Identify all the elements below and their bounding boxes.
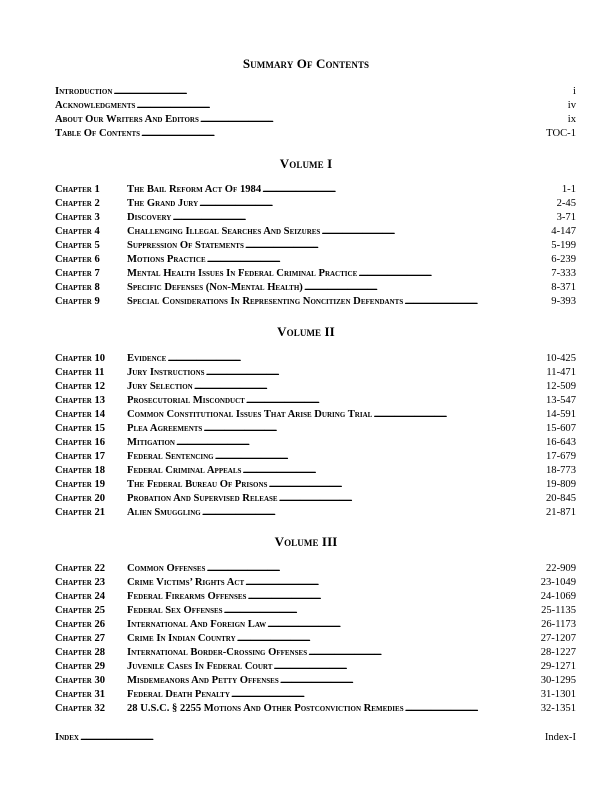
chapter-entry[interactable] — [55, 367, 576, 380]
chapter-title: Federal Sentencing — [127, 451, 214, 462]
dot-leader — [224, 605, 541, 616]
dot-leader — [279, 493, 545, 504]
chapter-page: 13-547 — [545, 395, 576, 406]
dot-leader — [199, 198, 555, 209]
chapter-number: Chapter 15 — [55, 423, 106, 434]
chapter-entry[interactable] — [55, 353, 576, 366]
entry-name: Index — [55, 732, 79, 743]
dot-leader — [200, 114, 567, 125]
dot-leader — [215, 451, 545, 462]
chapter-title: The Federal Bureau Of Prisons — [127, 479, 268, 490]
dot-leader — [245, 240, 550, 251]
entry-page: i — [573, 86, 576, 97]
chapter-entry[interactable] — [55, 423, 576, 436]
chapter-page: 30-1295 — [540, 675, 576, 686]
chapter-title: Plea Agreements — [127, 423, 203, 434]
chapter-number: Chapter 17 — [55, 451, 106, 462]
dot-leader — [405, 703, 540, 714]
toc-entry-introduction[interactable] — [55, 86, 576, 99]
chapter-title: Crime In Indian Country — [127, 633, 236, 644]
chapter-number: Chapter 12 — [55, 381, 106, 392]
dot-leader — [273, 661, 539, 672]
chapter-entry[interactable] — [55, 647, 576, 660]
chapter-number: Chapter 10 — [55, 353, 106, 364]
dot-leader — [203, 423, 545, 434]
dot-leader — [245, 577, 540, 588]
dot-leader — [207, 254, 551, 265]
entry-name: Table Of Contents — [55, 128, 141, 139]
chapter-title: Suppression Of Statements — [127, 240, 244, 251]
chapter-page: 29-1271 — [540, 661, 576, 672]
dot-leader — [167, 353, 545, 364]
dot-leader — [358, 268, 550, 279]
chapter-title: 28 U.S.C. § 2255 Motions And Other Postconviction Remedies — [127, 703, 404, 714]
chapter-entry[interactable] — [55, 605, 576, 618]
dot-leader — [172, 212, 555, 223]
chapter-title: Misdemeanors And Petty Offenses — [127, 675, 279, 686]
chapter-title: Evidence — [127, 353, 167, 364]
chapter-number: Chapter 20 — [55, 493, 106, 504]
chapter-entry[interactable] — [55, 675, 576, 688]
chapter-page: 25-1135 — [541, 605, 576, 616]
dot-leader — [206, 367, 546, 378]
chapter-entry[interactable] — [55, 409, 576, 422]
entry-page: iv — [567, 100, 576, 111]
chapter-number: Chapter 24 — [55, 591, 106, 602]
chapter-entry[interactable] — [55, 507, 576, 520]
chapter-title: International Border-Crossing Offenses — [127, 647, 308, 658]
chapter-number: Chapter 29 — [55, 661, 106, 672]
chapter-number: Chapter 27 — [55, 633, 106, 644]
chapter-number: Chapter 21 — [55, 507, 106, 518]
chapter-entry[interactable] — [55, 184, 576, 197]
chapter-entry[interactable] — [55, 591, 576, 604]
dot-leader — [246, 395, 545, 406]
volume-heading: Volume II — [277, 324, 335, 339]
chapter-number: Chapter 22 — [55, 563, 106, 574]
dot-leader — [80, 732, 544, 743]
chapter-number: Chapter 5 — [55, 240, 100, 251]
entry-name: About Our Writers And Editors — [55, 114, 199, 125]
chapter-page: 1-1 — [561, 184, 576, 195]
dot-leader — [404, 296, 550, 307]
entry-page: Index-I — [544, 732, 576, 743]
chapter-page: 24-1069 — [540, 591, 576, 602]
chapter-entry[interactable] — [55, 633, 576, 646]
chapter-entry[interactable] — [55, 577, 576, 590]
chapter-page: 19-809 — [545, 479, 576, 490]
volume-heading: Volume III — [274, 534, 338, 549]
chapter-page: 9-393 — [551, 296, 576, 307]
chapter-number: Chapter 4 — [55, 226, 100, 237]
chapter-number: Chapter 23 — [55, 577, 106, 588]
chapter-title: Mitigation — [127, 437, 175, 448]
chapter-title: Jury Instructions — [127, 367, 205, 378]
chapter-number: Chapter 32 — [55, 703, 106, 714]
chapter-page: 26-1173 — [541, 619, 576, 630]
dot-leader — [247, 591, 539, 602]
dot-leader — [141, 128, 545, 139]
dot-leader — [237, 633, 540, 644]
chapter-page: 16-643 — [545, 437, 576, 448]
chapter-title: The Bail Reform Act Of 1984 — [127, 184, 262, 195]
chapter-entry[interactable] — [55, 198, 576, 211]
toc-entry-table-of-contents[interactable] — [55, 128, 576, 141]
chapter-entry[interactable] — [55, 296, 576, 309]
chapter-page: 2-45 — [556, 198, 576, 209]
chapter-number: Chapter 25 — [55, 605, 106, 616]
entry-name: Introduction — [55, 86, 113, 97]
chapter-number: Chapter 3 — [55, 212, 100, 223]
dot-leader — [231, 689, 540, 700]
chapter-number: Chapter 7 — [55, 268, 100, 279]
dot-leader — [267, 619, 540, 630]
chapter-page: 3-71 — [556, 212, 576, 223]
chapter-entry[interactable] — [55, 465, 576, 478]
chapter-page: 31-1301 — [540, 689, 576, 700]
chapter-number: Chapter 14 — [55, 409, 106, 420]
dot-leader — [202, 507, 545, 518]
chapter-number: Chapter 26 — [55, 619, 106, 630]
chapter-number: Chapter 16 — [55, 437, 106, 448]
chapter-title: International And Foreign Law — [127, 619, 267, 630]
chapter-number: Chapter 18 — [55, 465, 106, 476]
chapter-entry[interactable] — [55, 395, 576, 408]
chapter-entry[interactable] — [55, 493, 576, 506]
chapter-title: Federal Criminal Appeals — [127, 465, 242, 476]
chapter-number: Chapter 30 — [55, 675, 106, 686]
chapter-page: 11-471 — [546, 367, 576, 378]
chapter-title: Probation And Supervised Release — [127, 493, 278, 504]
toc-entry-acknowledgments[interactable] — [55, 100, 576, 113]
chapter-page: 27-1207 — [540, 633, 576, 644]
dot-leader — [280, 675, 540, 686]
chapter-number: Chapter 6 — [55, 254, 100, 265]
entry-page: TOC-1 — [546, 128, 576, 139]
chapter-entry[interactable] — [55, 703, 576, 716]
dot-leader — [373, 409, 545, 420]
dot-leader — [308, 647, 540, 658]
summary-title: Summary Of Contents — [242, 56, 370, 71]
dot-leader — [268, 479, 545, 490]
chapter-number: Chapter 31 — [55, 689, 106, 700]
dot-leader — [304, 282, 550, 293]
chapter-page: 12-509 — [545, 381, 576, 392]
chapter-page: 8-371 — [551, 282, 576, 293]
chapter-page: 20-845 — [545, 493, 576, 504]
chapter-entry[interactable] — [55, 619, 576, 632]
chapter-entry[interactable] — [55, 254, 576, 267]
chapter-entry[interactable] — [55, 479, 576, 492]
chapter-title: Challenging Illegal Searches And Seizures — [127, 226, 321, 237]
chapter-number: Chapter 11 — [55, 367, 105, 378]
dot-leader — [136, 100, 566, 111]
chapter-page: 5-199 — [551, 240, 576, 251]
chapter-title: Common Constitutional Issues That Arise During Trial — [127, 409, 373, 420]
chapter-title: Juvenile Cases In Federal Court — [127, 661, 273, 672]
chapter-title: Common Offenses — [127, 563, 206, 574]
chapter-number: Chapter 8 — [55, 282, 100, 293]
chapter-entry[interactable] — [55, 282, 576, 295]
chapter-title: Federal Firearms Offenses — [127, 591, 247, 602]
chapter-number: Chapter 28 — [55, 647, 106, 658]
dot-leader — [262, 184, 561, 195]
chapter-title: Alien Smuggling — [127, 507, 201, 518]
chapter-page: 28-1227 — [540, 647, 576, 658]
chapter-entry[interactable] — [55, 268, 576, 281]
chapter-entry[interactable] — [55, 212, 576, 225]
chapter-entry[interactable] — [55, 661, 576, 674]
chapter-number: Chapter 19 — [55, 479, 106, 490]
chapter-title: Federal Sex Offenses — [127, 605, 223, 616]
chapter-page: 32-1351 — [540, 703, 576, 714]
volume-heading: Volume I — [279, 156, 333, 171]
chapter-title: Mental Health Issues In Federal Criminal Practice — [127, 268, 358, 279]
dot-leader — [206, 563, 545, 574]
chapter-title: Discovery — [127, 212, 172, 223]
chapter-number: Chapter 2 — [55, 198, 100, 209]
dot-leader — [194, 381, 545, 392]
entry-page: ix — [567, 114, 576, 125]
chapter-title: The Grand Jury — [127, 198, 199, 209]
toc-entry-index[interactable] — [55, 732, 576, 745]
chapter-page: 6-239 — [551, 254, 576, 265]
chapter-entry[interactable] — [55, 451, 576, 464]
chapter-entry[interactable] — [55, 689, 576, 702]
chapter-page: 14-591 — [545, 409, 576, 420]
chapter-title: Motions Practice — [127, 254, 206, 265]
chapter-page: 23-1049 — [540, 577, 576, 588]
chapter-number: Chapter 9 — [55, 296, 100, 307]
toc-entry-writers-editors[interactable] — [55, 114, 576, 127]
chapter-entry[interactable] — [55, 226, 576, 239]
entry-name: Acknowledgments — [55, 100, 136, 111]
chapter-number: Chapter 13 — [55, 395, 106, 406]
chapter-number: Chapter 1 — [55, 184, 100, 195]
chapter-page: 4-147 — [551, 226, 576, 237]
dot-leader — [242, 465, 545, 476]
chapter-title: Special Considerations In Representing Noncitizen Defendants — [127, 296, 404, 307]
chapter-entry[interactable] — [55, 381, 576, 394]
chapter-entry[interactable] — [55, 437, 576, 450]
chapter-page: 21-871 — [545, 507, 576, 518]
chapter-title: Specific Defenses (Non-Mental Health) — [127, 282, 303, 293]
chapter-page: 18-773 — [545, 465, 576, 476]
dot-leader — [176, 437, 545, 448]
chapter-title: Federal Death Penalty — [127, 689, 230, 700]
chapter-page: 10-425 — [545, 353, 576, 364]
chapter-page: 7-333 — [551, 268, 576, 279]
chapter-page: 22-909 — [545, 563, 576, 574]
chapter-page: 17-679 — [545, 451, 576, 462]
chapter-entry[interactable] — [55, 563, 576, 576]
chapter-title: Jury Selection — [127, 381, 193, 392]
chapter-entry[interactable] — [55, 240, 576, 253]
dot-leader — [113, 86, 572, 97]
chapter-page: 15-607 — [545, 423, 576, 434]
chapter-title: Prosecutorial Misconduct — [127, 395, 245, 406]
dot-leader — [321, 226, 550, 237]
chapter-title: Crime Victims’ Rights Act — [127, 577, 245, 588]
